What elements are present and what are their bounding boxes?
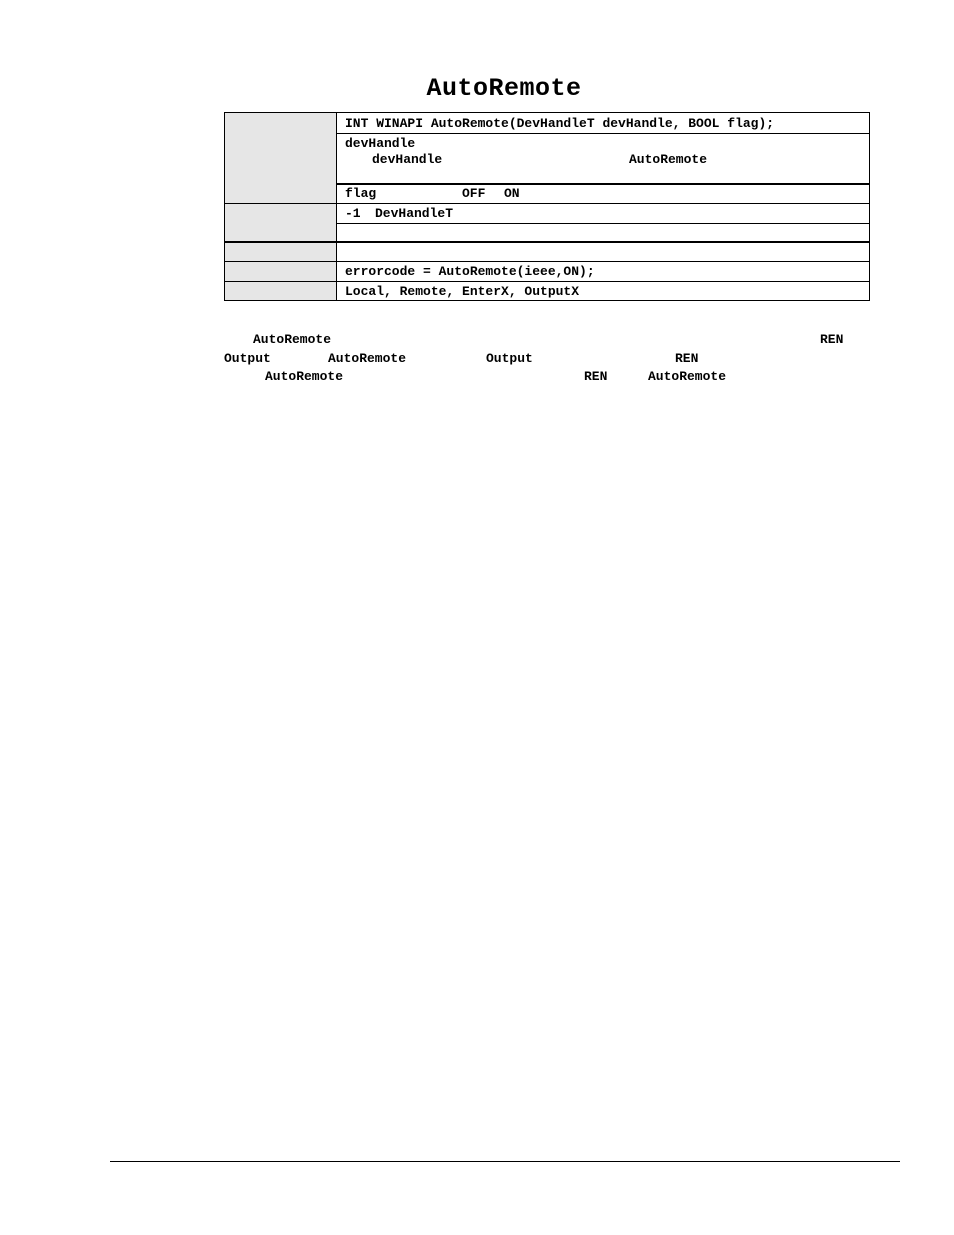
example-code: errorcode = AutoRemote(ieee,ON);: [345, 264, 595, 279]
page-title: AutoRemote: [426, 74, 582, 103]
returns-error-line: [337, 204, 869, 224]
blank-row: [225, 243, 869, 262]
see-also-functions: Local, Remote, EnterX, OutputX: [345, 284, 580, 299]
desc-line3-func1: AutoRemote: [265, 369, 344, 384]
function-reference-table: [224, 112, 870, 301]
desc-line2-ren: REN: [675, 351, 699, 366]
example-label-cell: [225, 262, 337, 281]
desc-line3-ren: REN: [584, 369, 608, 384]
devhandle-param-desc-name: devHandle: [372, 152, 443, 167]
see-also-content-cell: [337, 282, 869, 300]
devhandle-param-desc-func: AutoRemote: [629, 152, 708, 167]
devhandle-param-line: [337, 134, 869, 185]
see-also-row: [225, 282, 869, 300]
returns-label-cell: [225, 204, 337, 241]
declaration-line: [337, 113, 869, 134]
syntax-content-cell: [337, 113, 869, 203]
desc-line2-output1: Output: [224, 351, 271, 366]
returns-row: [225, 204, 869, 243]
flag-off-value: OFF: [462, 186, 486, 201]
example-content-cell: [337, 262, 869, 281]
returns-error-type: DevHandleT: [375, 206, 454, 221]
syntax-parameters-row: [225, 113, 869, 204]
declaration-text: INT WINAPI AutoRemote(DevHandleT devHandle, BOOL flag);: [345, 116, 775, 131]
devhandle-param-name: devHandle: [345, 136, 416, 151]
flag-param-line: [337, 185, 869, 204]
returns-content-cell: [337, 204, 869, 241]
blank-label-cell: [225, 243, 337, 261]
returns-error-value: -1: [345, 206, 361, 221]
example-row: [225, 262, 869, 282]
desc-line2-output2: Output: [486, 351, 533, 366]
desc-line1-ren: REN: [820, 332, 844, 347]
footer-divider: [110, 1161, 900, 1162]
desc-line2-func: AutoRemote: [328, 351, 407, 366]
see-also-label-cell: [225, 282, 337, 300]
desc-line1-func: AutoRemote: [253, 332, 332, 347]
flag-on-value: ON: [504, 186, 520, 201]
flag-param-name: flag: [345, 186, 377, 201]
desc-line3-func2: AutoRemote: [648, 369, 727, 384]
returns-empty-line: [337, 224, 869, 242]
syntax-label-cell: [225, 113, 337, 203]
